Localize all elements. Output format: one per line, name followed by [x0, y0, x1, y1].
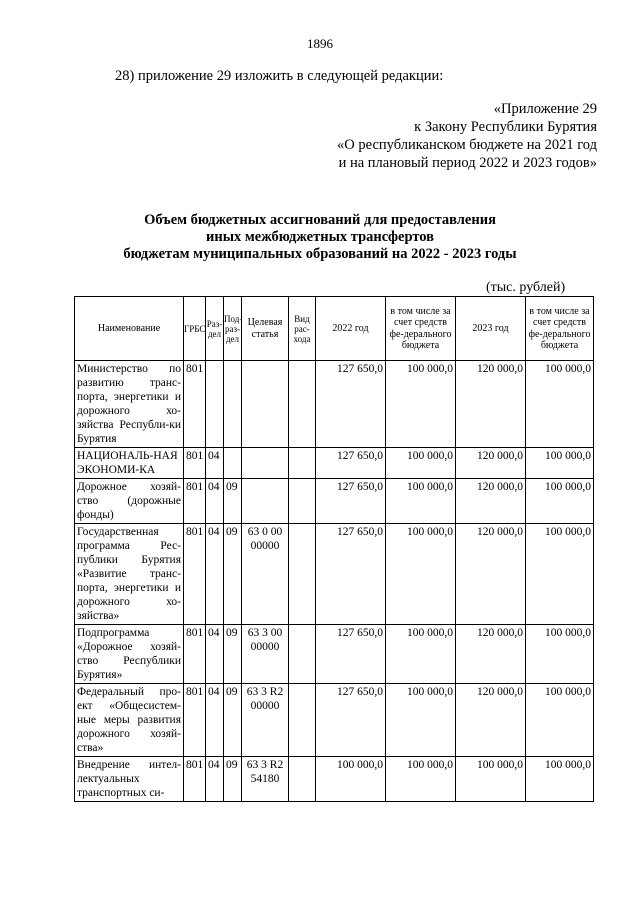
cell-2023: 120 000,0	[456, 479, 526, 524]
cell-subsection: 09	[224, 479, 242, 524]
table-row	[75, 361, 594, 448]
cell-2022-federal: 100 000,0	[386, 479, 456, 524]
cell-grbs: 801	[184, 524, 206, 625]
cell-name: НАЦИОНАЛЬ-НАЯ ЭКОНОМИ-КА	[75, 448, 184, 479]
intro-text: 28) приложение 29 изложить в следующей редакции:	[115, 68, 444, 84]
cell-target: 63 3 00 00000	[242, 625, 289, 684]
cell-2022: 127 650,0	[316, 524, 386, 625]
cell-subsection: 09	[224, 684, 242, 757]
cell-subsection: 09	[224, 757, 242, 802]
table-row	[75, 524, 594, 625]
cell-2023: 120 000,0	[456, 361, 526, 448]
cell-name: Подпрограмма «Дорожное хозяй-ство Республики Бурятия»	[75, 625, 184, 684]
cell-target: 63 3 R2 54180	[242, 757, 289, 802]
header-name: Наименование	[75, 297, 184, 361]
cell-2022: 127 650,0	[316, 479, 386, 524]
appendix-line-2: к Закону Республики Бурятия	[414, 119, 597, 135]
cell-section: 04	[206, 684, 224, 757]
cell-subsection	[224, 361, 242, 448]
table-row	[75, 757, 594, 802]
cell-2022-federal: 100 000,0	[386, 361, 456, 448]
cell-expense-type	[289, 448, 316, 479]
cell-2023: 120 000,0	[456, 684, 526, 757]
cell-expense-type	[289, 524, 316, 625]
cell-name: Внедрение интел-лектуальных транспортных си-	[75, 757, 184, 802]
cell-subsection	[224, 448, 242, 479]
cell-name: Федеральный про-ект «Общесистем-ные меры развития дорожного хозяй-ства»	[75, 684, 184, 757]
cell-name: Дорожное хозяй-ство (дорожные фонды)	[75, 479, 184, 524]
cell-section: 04	[206, 625, 224, 684]
cell-target	[242, 448, 289, 479]
cell-2023: 100 000,0	[456, 757, 526, 802]
cell-target: 63 0 00 00000	[242, 524, 289, 625]
cell-expense-type	[289, 479, 316, 524]
header-target: Целевая статья	[242, 297, 289, 361]
appendix-line-4: и на плановый период 2022 и 2023 годов»	[338, 155, 597, 171]
cell-grbs: 801	[184, 757, 206, 802]
header-subsection: Под-раз-дел	[224, 297, 242, 361]
cell-2023: 120 000,0	[456, 625, 526, 684]
table-header-row	[75, 297, 594, 361]
cell-2023: 120 000,0	[456, 524, 526, 625]
cell-section: 04	[206, 479, 224, 524]
appendix-line-3: «О республиканском бюджете на 2021 год	[337, 137, 597, 153]
cell-2022: 100 000,0	[316, 757, 386, 802]
header-2022: 2022 год	[316, 297, 386, 361]
document-title	[0, 212, 640, 263]
header-grbs: ГРБС	[184, 297, 206, 361]
cell-name: Государственная программа Рес-публики Бурятия «Развитие транс-порта, энергетики и дорожного хо-зяйства»	[75, 524, 184, 625]
cell-2022: 127 650,0	[316, 361, 386, 448]
header-expense-type: Вид рас-хода	[289, 297, 316, 361]
appendix-reference	[337, 100, 597, 172]
cell-2023-federal: 100 000,0	[526, 361, 594, 448]
cell-subsection: 09	[224, 524, 242, 625]
budget-table	[74, 296, 594, 802]
cell-grbs: 801	[184, 448, 206, 479]
cell-section: 04	[206, 524, 224, 625]
cell-2022-federal: 100 000,0	[386, 625, 456, 684]
table-row	[75, 625, 594, 684]
cell-2022-federal: 100 000,0	[386, 757, 456, 802]
cell-expense-type	[289, 625, 316, 684]
cell-grbs: 801	[184, 684, 206, 757]
table-row	[75, 684, 594, 757]
unit-label: (тыс. рублей)	[486, 280, 566, 295]
cell-2023-federal: 100 000,0	[526, 757, 594, 802]
cell-2022-federal: 100 000,0	[386, 448, 456, 479]
cell-2023-federal: 100 000,0	[526, 479, 594, 524]
header-2023: 2023 год	[456, 297, 526, 361]
table-row	[75, 448, 594, 479]
title-line-1: Объем бюджетных ассигнований для предоставления	[144, 212, 496, 228]
cell-2022: 127 650,0	[316, 625, 386, 684]
cell-target	[242, 479, 289, 524]
header-section: Раз-дел	[206, 297, 224, 361]
page-number: 1896	[307, 36, 333, 51]
cell-2023-federal: 100 000,0	[526, 524, 594, 625]
cell-target	[242, 361, 289, 448]
cell-2022-federal: 100 000,0	[386, 524, 456, 625]
cell-grbs: 801	[184, 625, 206, 684]
cell-expense-type	[289, 684, 316, 757]
cell-expense-type	[289, 757, 316, 802]
appendix-line-1: «Приложение 29	[493, 101, 597, 117]
cell-2023-federal: 100 000,0	[526, 684, 594, 757]
cell-2023-federal: 100 000,0	[526, 625, 594, 684]
cell-subsection: 09	[224, 625, 242, 684]
cell-2022: 127 650,0	[316, 448, 386, 479]
cell-target: 63 3 R2 00000	[242, 684, 289, 757]
cell-expense-type	[289, 361, 316, 448]
cell-section	[206, 361, 224, 448]
cell-2022-federal: 100 000,0	[386, 684, 456, 757]
cell-grbs: 801	[184, 479, 206, 524]
cell-2022: 127 650,0	[316, 684, 386, 757]
cell-2023-federal: 100 000,0	[526, 448, 594, 479]
title-line-2: иных межбюджетных трансфертов	[205, 229, 434, 245]
table-row	[75, 479, 594, 524]
cell-grbs: 801	[184, 361, 206, 448]
cell-section: 04	[206, 757, 224, 802]
cell-section: 04	[206, 448, 224, 479]
title-line-3: бюджетам муниципальных образований на 2022 - 2023 годы	[123, 246, 517, 262]
header-2022-federal: в том числе за счет средств фе-дерального бюджета	[386, 297, 456, 361]
header-2023-federal: в том числе за счет средств фе-дерального бюджета	[526, 297, 594, 361]
cell-name: Министерство по развитию транс-порта, энергетики и дорожного хо-зяйства Республи-ки Бурятия	[75, 361, 184, 448]
cell-2023: 120 000,0	[456, 448, 526, 479]
